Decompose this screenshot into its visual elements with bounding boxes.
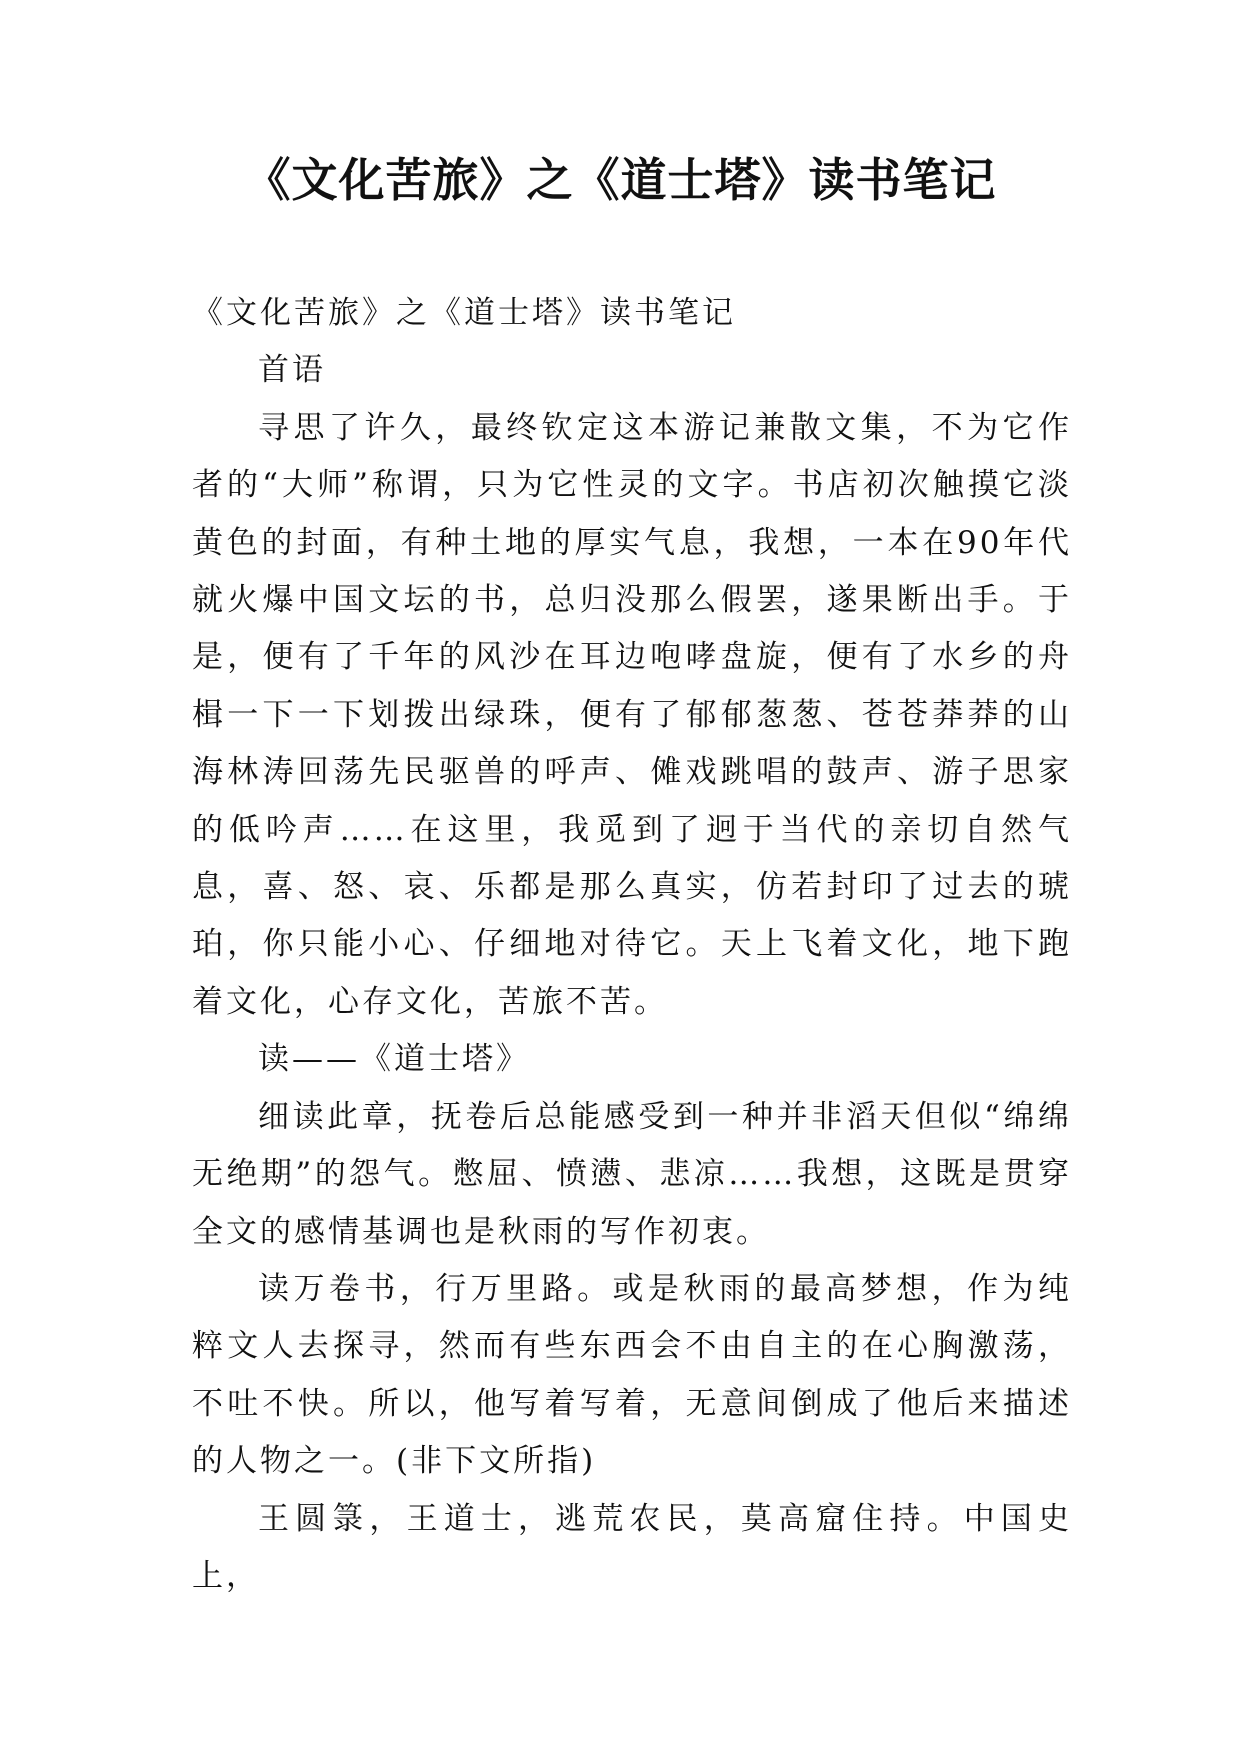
paragraph-heading-preface: 首语 (258, 352, 326, 389)
paragraph-reading-1: 细读此章，抚卷后总能感受到一种并非滔天但似“绵绵无绝期”的怨气。憋屈、愤懑、悲凉……我想，这既是贯穿全文的感情基调也是秋雨的写作初衷。 (192, 1098, 1072, 1250)
paragraph-subtitle: 《文化苦旅》之《道士塔》读书笔记 (192, 295, 736, 331)
paragraph-preface-body: 寻思了许久，最终钦定这本游记兼散文集，不为它作者的“大师”称谓，只为它性灵的文字。书店初次触摸它淡黄色的封面，有种土地的厚实气息，我想，一本在90年代就火爆中国文坛的书，总归没那么假罢，遂果断出手。于是，便有了千年的风沙在耳边咆哮盘旋，便有了水乡的舟楫一下一下划拨出绿珠，便有了郁郁葱葱、苍苍莽莽的山海林涛回荡先民驱兽的呼声、傩戏跳唱的鼓声、游子思家的低吟声……在这里，我觅到了迥于当代的亲切自然气息，喜、怒、哀、乐都是那么真实，仿若封印了过去的琥珀，你只能小心、仔细地对待它。天上飞着文化，地下跑着文化，心存文化，苦旅不苦。 (192, 409, 1072, 1020)
paragraph-reading-3: 王圆箓，王道士，逃荒农民，莫高窟住持。中国史上， (192, 1500, 1072, 1594)
document-title: 《文化苦旅》之《道士塔》读书笔记 (244, 153, 997, 207)
paragraph-reading-2: 读万卷书，行万里路。或是秋雨的最高梦想，作为纯粹文人去探寻，然而有些东西会不由自主的在心胸激荡，不吐不快。所以，他写着写着，无意间倒成了他后来描述的人物之一。(非下文所指) (192, 1270, 1072, 1480)
paragraph-heading-reading: 读——《道士塔》 (258, 1041, 530, 1078)
document-body (192, 285, 1072, 1605)
